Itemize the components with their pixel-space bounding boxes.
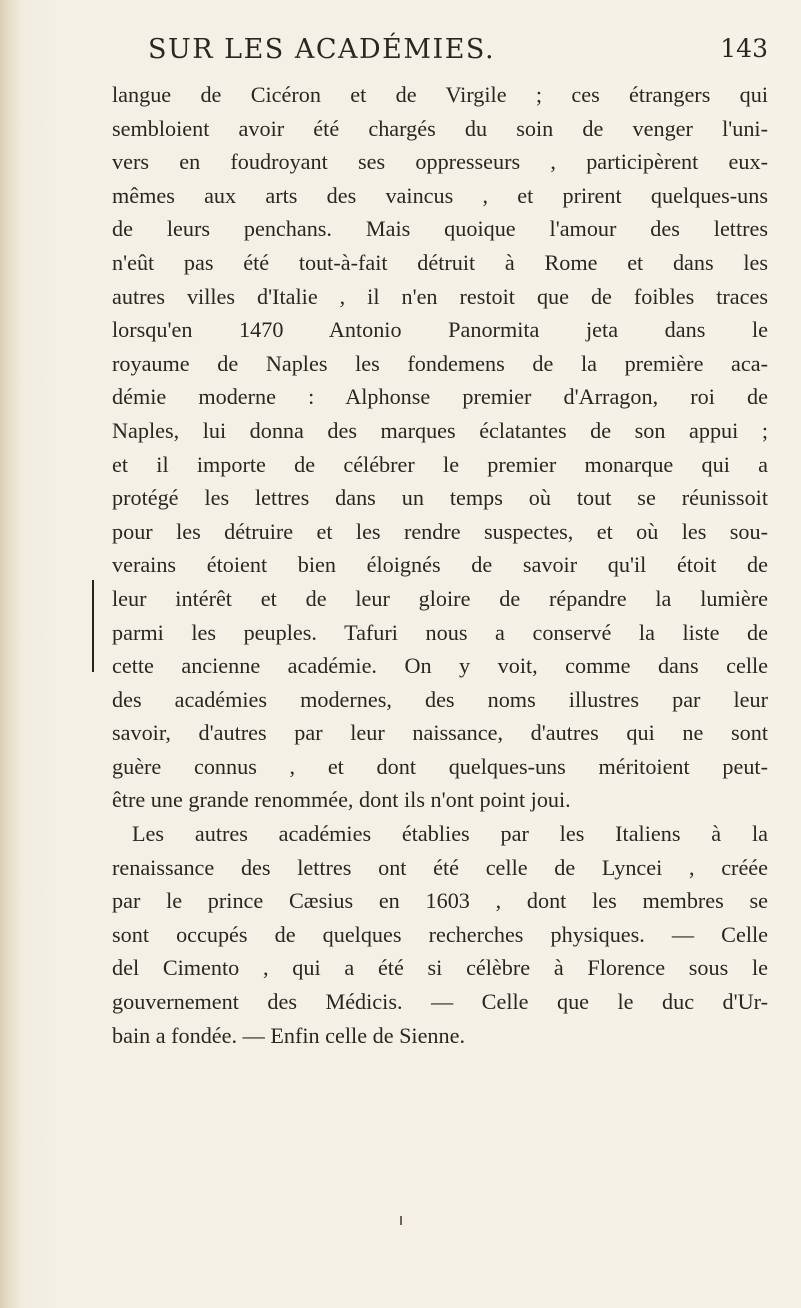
text-line: autres villes d'Italie , il n'en restoit que de foibles traces [112, 283, 768, 309]
text-line: bain a fondée. — Enfin celle de Sienne. [112, 1022, 466, 1048]
body-text [112, 78, 768, 1052]
text-line: leur intérêt et de leur gloire de répandre la lumière [112, 585, 768, 611]
text-line: gouvernement des Médicis. — Celle que le duc d'Ur- [112, 989, 768, 1015]
text-line: par le prince Cæsius en 1603 , dont les membres se [112, 888, 768, 914]
text-line: cette ancienne académie. On y voit, comme dans celle [112, 653, 768, 679]
text-line: démie moderne : Alphonse premier d'Arragon, roi de [112, 384, 768, 410]
text-line: des académies modernes, des noms illustres par leur [112, 686, 768, 712]
text-line: sembloient avoir été chargés du soin de venger l'uni- [112, 115, 768, 141]
text-line: de leurs penchans. Mais quoique l'amour des lettres [112, 216, 768, 242]
text-line: protégé les lettres dans un temps où tout se réunissoit [112, 485, 768, 511]
page-number: 143 [720, 34, 768, 63]
text-line: royaume de Naples les fondemens de la première aca- [112, 350, 768, 376]
text-line: lorsqu'en 1470 Antonio Panormita jeta dans le [112, 317, 768, 343]
text-line: renaissance des lettres ont été celle de Lyncei , créée [112, 854, 768, 880]
text-line: del Cimento , qui a été si célèbre à Florence sous le [112, 955, 768, 981]
text-line: verains étoient bien éloignés de savoir qu'il étoit de [112, 552, 768, 578]
text-line: pour les détruire et les rendre suspectes, et où les sou- [112, 518, 768, 544]
text-line: guère connus , et dont quelques-uns méritoient peut- [112, 753, 768, 779]
text-line: et il importe de célébrer le premier monarque qui a [112, 451, 768, 477]
text-line: parmi les peuples. Tafuri nous a conservé la liste de [112, 619, 768, 645]
text-line: être une grande renommée, dont ils n'ont point joui. [112, 787, 571, 813]
text-line: n'eût pas été tout-à-fait détruit à Rome et dans les [112, 249, 768, 275]
text-line: mêmes aux arts des vaincus , et prirent quelques-uns [112, 182, 768, 208]
print-speck [400, 1216, 402, 1225]
text-line: sont occupés de quelques recherches physiques. — Celle [112, 921, 768, 947]
paragraph-start-line: Les autres académies établies par les Italiens à la [132, 821, 768, 847]
text-line: Naples, lui donna des marques éclatantes de son appui ; [112, 417, 768, 443]
text-line: vers en foudroyant ses oppresseurs , participèrent eux- [112, 149, 768, 175]
margin-mark [92, 580, 94, 672]
text-line: langue de Cicéron et de Virgile ; ces étrangers qui [112, 82, 768, 107]
text-line: savoir, d'autres par leur naissance, d'autres qui ne sont [112, 720, 768, 746]
page-header [148, 34, 768, 84]
running-head: SUR LES ACADÉMIES. [148, 34, 496, 65]
binding-shadow [0, 0, 22, 1308]
